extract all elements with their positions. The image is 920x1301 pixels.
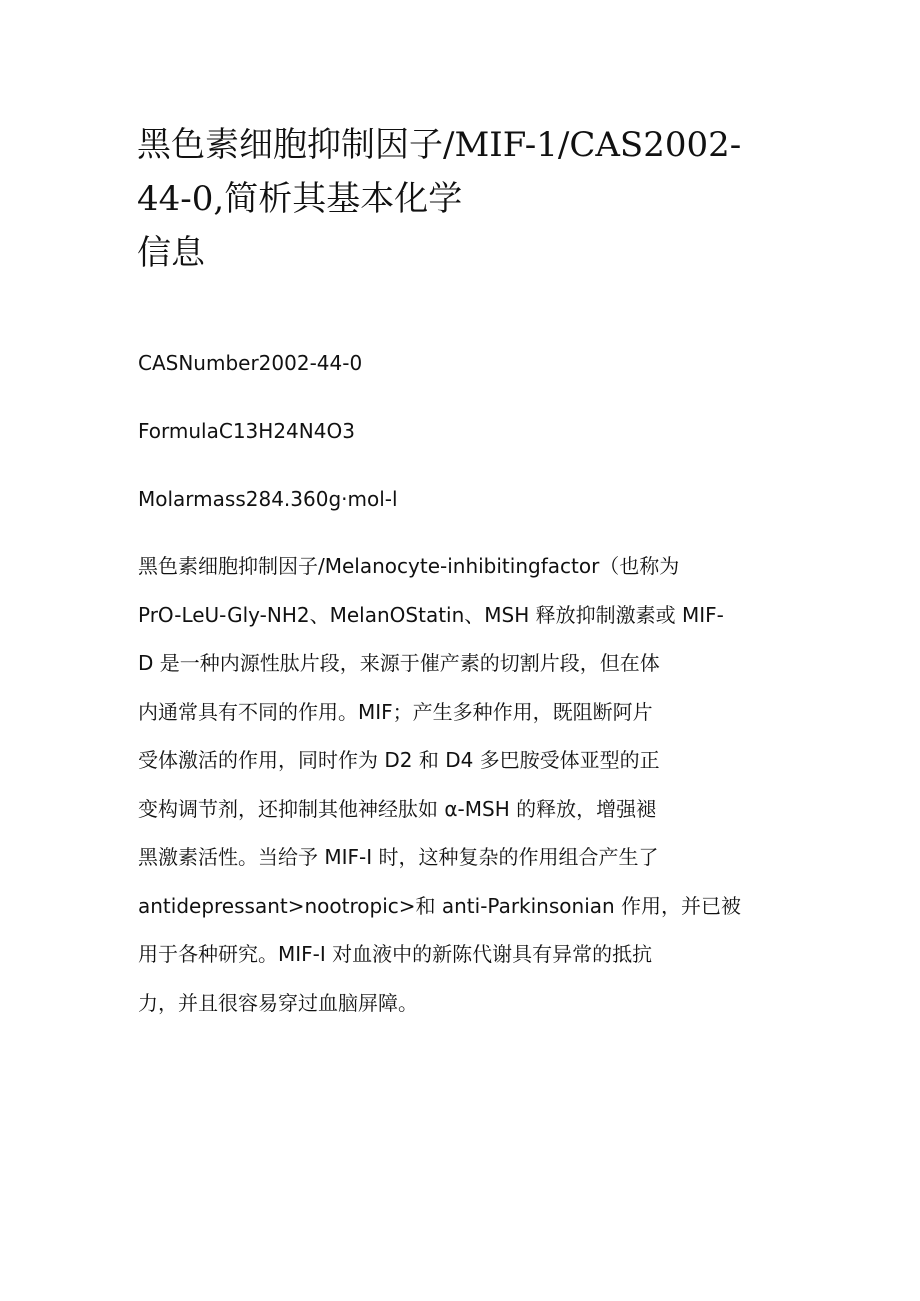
paragraph-line: 变构调节剂，还抑制其他神经肽如 α-MSH 的释放，增强褪 bbox=[138, 796, 657, 821]
description-paragraph bbox=[138, 542, 783, 1027]
paragraph-line: 黑色素细胞抑制因子/Melanocyte-inhibitingfactor（也称为 bbox=[138, 554, 680, 578]
paragraph-line: 力，并且很容易穿过血脑屏障。 bbox=[138, 990, 418, 1015]
paragraph-line: 黑激素活性。当给予 MIF-I 时，这种复杂的作用组合产生了 bbox=[138, 845, 659, 869]
paragraph-line: antidepressant>nootropic>和 anti-Parkinsonian 作用，并已被 bbox=[138, 893, 742, 918]
title-line: 信息 bbox=[137, 233, 205, 273]
paragraph-line: 用于各种研究。MIF-I 对血液中的新陈代谢具有异常的抵抗 bbox=[138, 942, 653, 966]
paragraph-line: 内通常具有不同的作用。MIF；产生多种作用，既阻断阿片 bbox=[138, 699, 653, 724]
molar-mass-text: Molarmass284.360g·mol-l bbox=[138, 487, 398, 511]
document-title bbox=[137, 118, 777, 280]
cas-number-text: CASNumber2002-44-0 bbox=[138, 351, 363, 375]
formula-text: FormulaC13H24N4O3 bbox=[138, 419, 355, 443]
paragraph-line: PrO-LeU-Gly-NH2、MelanOStatin、MSH 释放抑制激素或 MIF- bbox=[138, 602, 724, 627]
title-line: 44-0,简析其基本化学 bbox=[137, 179, 463, 219]
title-line: 黑色素细胞抑制因子/MIF-1/CAS2002- bbox=[137, 125, 742, 165]
paragraph-line: 受体激活的作用，同时作为 D2 和 D4 多巴胺受体亚型的正 bbox=[138, 748, 660, 772]
paragraph-line: D 是一种内源性肽片段，来源于催产素的切割片段，但在体 bbox=[138, 651, 660, 675]
